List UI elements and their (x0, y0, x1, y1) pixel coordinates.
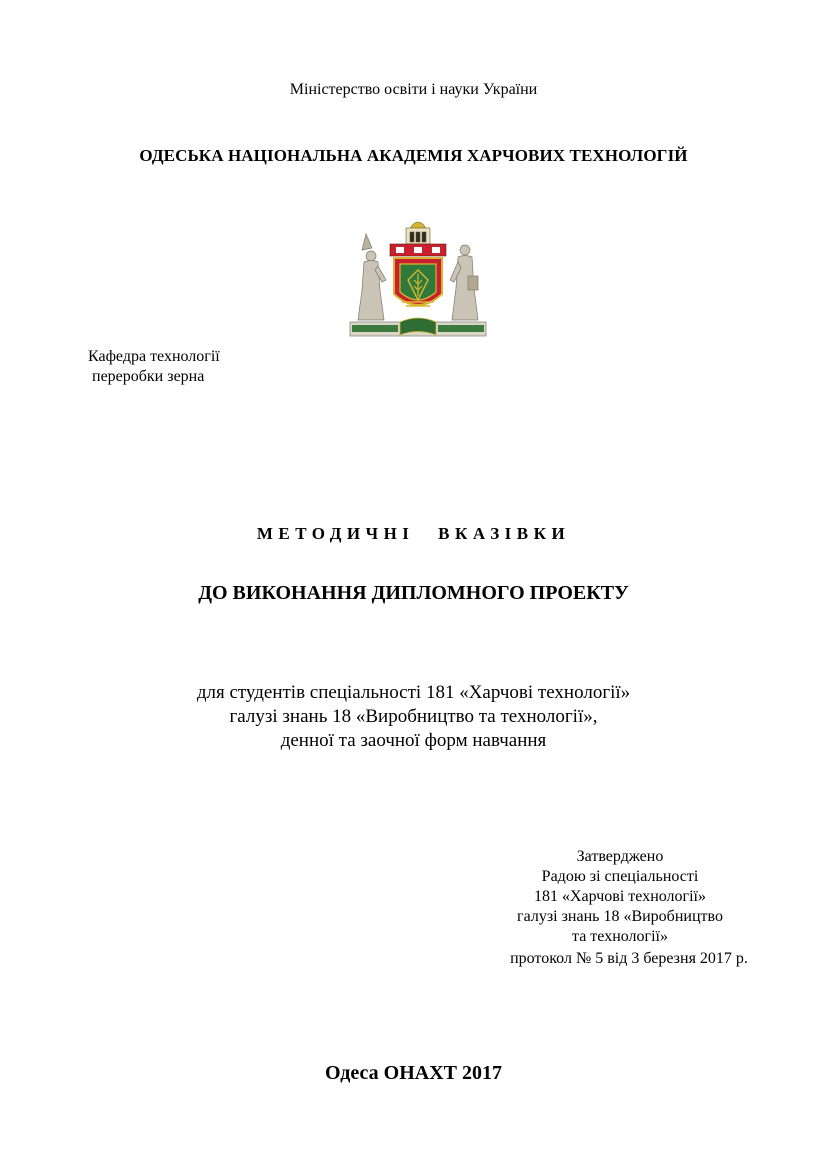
document-type: МЕТОДИЧНІ ВКАЗІВКИ (256, 524, 571, 543)
approval-line-5: та технології» (572, 928, 668, 945)
city-year-footer: Одеса ОНАХТ 2017 (325, 1062, 502, 1084)
department-line-2: переробки зерна (92, 368, 205, 385)
department-name (88, 347, 220, 387)
academy-name: ОДЕСЬКА НАЦІОНАЛЬНА АКАДЕМІЯ ХАРЧОВИХ ТЕХНОЛОГІЙ (139, 146, 688, 165)
audience-line-3: денної та заочної форм навчання (280, 730, 547, 751)
approval-line-4: галузі знань 18 «Виробництво (517, 908, 723, 925)
approval-line-3: 181 «Харчові технології» (534, 888, 706, 905)
department-line-1: Кафедра технології (88, 348, 220, 365)
audience-line-2: галузі знань 18 «Виробництво та технології», (229, 706, 598, 727)
approval-block (440, 847, 800, 969)
audience-block (0, 681, 827, 753)
audience-line-1: для студентів спеціальності 181 «Харчові технології» (196, 682, 631, 703)
academy-logo-emblem (344, 210, 492, 340)
approval-line-2: Радою зі спеціальності (541, 868, 699, 885)
approval-line-1: Затверджено (576, 848, 664, 865)
approval-protocol: протокол № 5 від 3 березня 2017 р. (510, 950, 748, 967)
ministry-name: Міністерство освіти і науки України (289, 81, 538, 98)
document-subtitle: ДО ВИКОНАННЯ ДИПЛОМНОГО ПРОЕКТУ (198, 582, 629, 604)
